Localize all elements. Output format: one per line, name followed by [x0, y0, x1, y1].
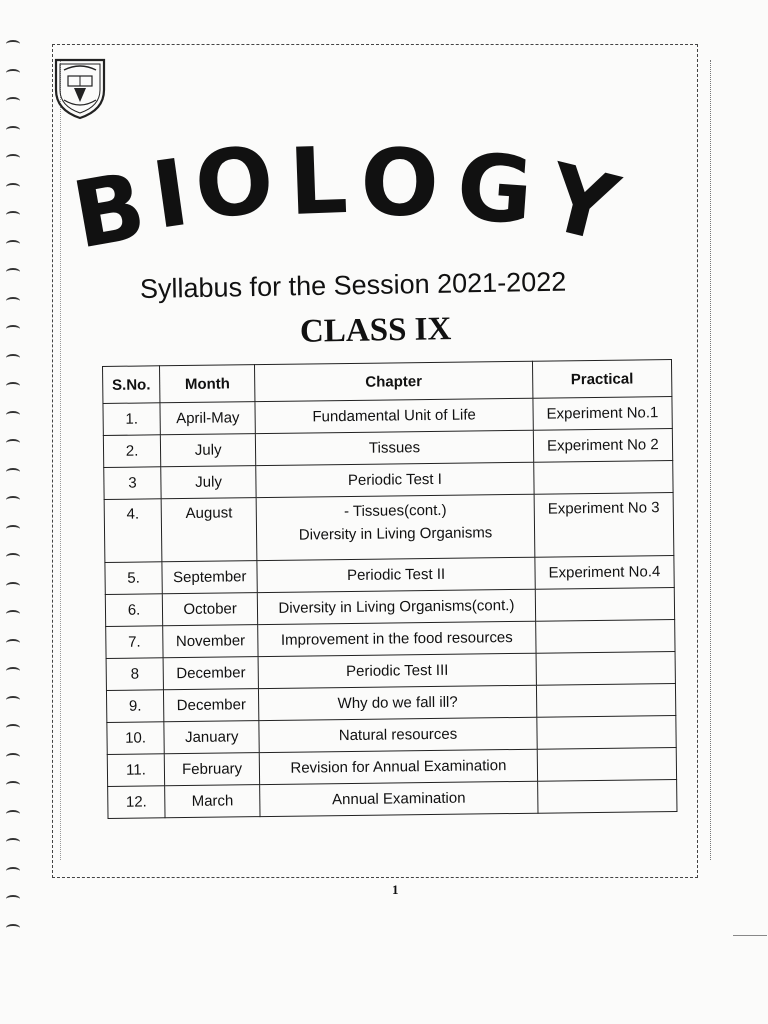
column-header-chapter: Chapter: [255, 361, 533, 401]
margin-line: [733, 935, 767, 936]
chapter-line: Diversity in Living Organisms: [298, 524, 493, 544]
chapter-cell: Diversity in Living Organisms(cont.): [258, 589, 536, 624]
sno-cell: 7.: [106, 626, 163, 659]
month-cell: December: [163, 657, 259, 690]
school-crest-icon: [50, 52, 110, 122]
sno-cell: 1.: [103, 403, 160, 436]
class-label: CLASS IX: [299, 311, 452, 350]
chapter-cell: Annual Examination: [260, 781, 538, 816]
binding-hole: [6, 69, 20, 77]
title-letter: L: [287, 127, 350, 236]
table-row: [104, 493, 674, 563]
binding-hole: [6, 268, 20, 276]
month-cell: September: [162, 561, 258, 594]
month-cell: July: [161, 466, 257, 499]
practical-cell: [537, 748, 677, 782]
sno-cell: 12.: [108, 786, 165, 819]
sno-cell: 6.: [105, 594, 162, 627]
binding-hole: [6, 582, 20, 590]
month-cell: March: [165, 785, 261, 818]
sno-cell: 11.: [107, 754, 164, 787]
month-cell: August: [161, 498, 257, 562]
title-letter: O: [359, 129, 440, 238]
binding-hole: [6, 553, 20, 561]
practical-cell: [537, 716, 677, 750]
binding-hole: [6, 838, 20, 846]
binding-hole: [6, 867, 20, 875]
practical-cell: [537, 780, 677, 814]
syllabus-table-wrapper: [102, 359, 687, 819]
month-cell: January: [164, 721, 260, 754]
sno-cell: 9.: [106, 690, 163, 723]
left-margin-dots: [60, 60, 63, 860]
sno-cell: 5.: [105, 562, 162, 595]
sno-cell: 4.: [104, 499, 162, 563]
chapter-cell: Revision for Annual Examination: [259, 749, 537, 784]
binding-hole: [6, 40, 20, 48]
binding-hole: [6, 753, 20, 761]
binding-hole: [6, 696, 20, 704]
binding-hole: [6, 97, 20, 105]
binding-hole: [6, 525, 20, 533]
binding-hole: [6, 183, 20, 191]
chapter-cell: Periodic Test I: [256, 462, 534, 497]
chapter-cell: Periodic Test III: [258, 653, 536, 688]
binding-hole: [6, 667, 20, 675]
title-letter: O: [190, 126, 278, 240]
right-margin-dots: [710, 60, 713, 860]
title-letter: G: [453, 133, 537, 246]
month-cell: October: [162, 593, 258, 626]
binding-hole: [6, 354, 20, 362]
binding-hole: [6, 382, 20, 390]
binding-hole: [6, 211, 20, 219]
practical-cell: [535, 588, 675, 622]
practical-cell: Experiment No 3: [534, 493, 674, 558]
binding-hole: [6, 325, 20, 333]
month-cell: July: [160, 434, 256, 467]
binding-hole: [6, 639, 20, 647]
title-letter: B: [65, 152, 153, 270]
month-cell: April-May: [160, 402, 256, 435]
practical-cell: [536, 684, 676, 718]
chapter-cell: Periodic Test II: [257, 557, 535, 592]
syllabus-table: [102, 359, 677, 819]
binding-hole: [6, 126, 20, 134]
chapter-cell: Improvement in the food resources: [258, 621, 536, 656]
binding-hole: [6, 411, 20, 419]
sno-cell: 10.: [107, 722, 164, 755]
title-letter: Y: [536, 143, 628, 264]
binding-hole: [6, 154, 20, 162]
practical-cell: Experiment No 2: [533, 429, 673, 463]
chapter-line: - Tissues(cont.): [343, 501, 447, 521]
binding-hole: [6, 240, 20, 248]
practical-cell: [533, 461, 673, 495]
chapter-cell: Why do we fall ill?: [259, 685, 537, 720]
sno-cell: 2.: [103, 435, 160, 468]
binding-hole: [6, 439, 20, 447]
month-cell: February: [164, 753, 260, 786]
page-number: 1: [392, 882, 399, 897]
chapter-cell: Fundamental Unit of Life: [255, 398, 533, 433]
binding-hole: [6, 297, 20, 305]
binding-hole: [6, 924, 20, 932]
page-title: [65, 126, 660, 270]
practical-cell: Experiment No.4: [535, 556, 675, 590]
month-cell: November: [163, 625, 259, 658]
chapter-cell: Tissues: [256, 430, 534, 465]
column-header-month: Month: [160, 365, 256, 403]
month-cell: December: [164, 689, 260, 722]
binding-hole: [6, 468, 20, 476]
binding-hole: [6, 496, 20, 504]
chapter-cell: Natural resources: [259, 717, 537, 752]
title-letter: I: [146, 139, 195, 250]
binding-hole: [6, 724, 20, 732]
practical-cell: Experiment No.1: [533, 397, 673, 431]
binding-hole: [6, 781, 20, 789]
sno-cell: 3: [104, 467, 161, 500]
binding-hole: [6, 610, 20, 618]
binding-hole: [6, 895, 20, 903]
column-header-sno: S.No.: [103, 366, 161, 404]
practical-cell: [535, 620, 675, 654]
title-text: [65, 127, 628, 270]
sno-cell: 8: [106, 658, 163, 691]
table-row: [108, 780, 677, 819]
practical-cell: [536, 652, 676, 686]
binding-hole: [6, 810, 20, 818]
column-header-practical: Practical: [532, 360, 672, 399]
session-subtitle: Syllabus for the Session 2021-2022: [139, 266, 567, 304]
chapter-cell: [256, 494, 534, 560]
